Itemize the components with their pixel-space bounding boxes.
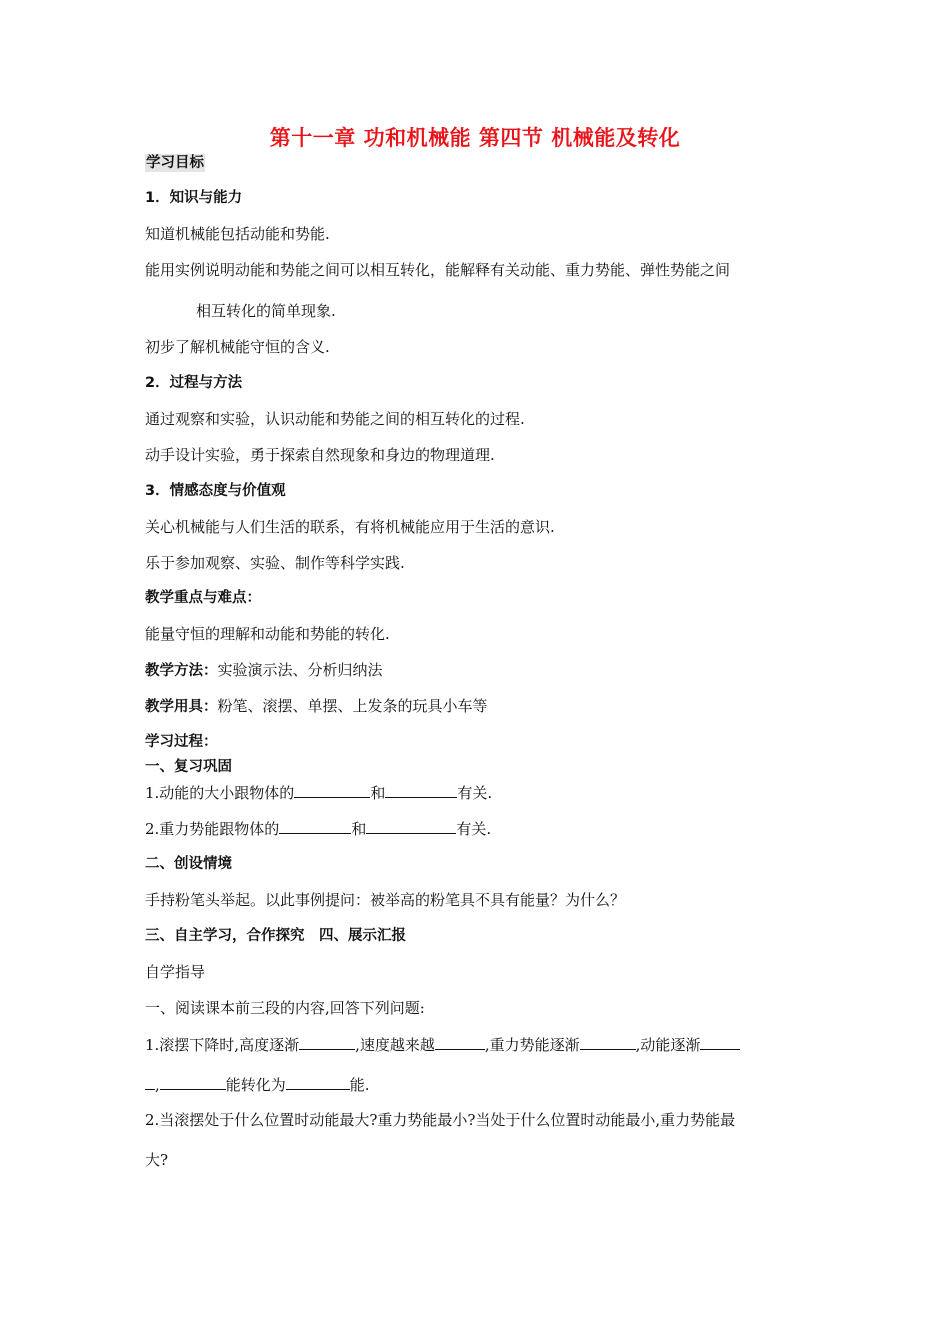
paragraph: 手持粉笔头举起。以此事例提问：被举高的粉笔具不具有能量？为什么？ [145, 891, 626, 909]
question-3-continued [145, 1075, 370, 1094]
fill-blank [294, 783, 370, 798]
fill-blank [580, 1035, 636, 1050]
explore-heading: 三、自主学习，合作探究 四、展示汇报 [145, 928, 406, 944]
question-4: 2.当滚摆处于什么位置时动能最大?重力势能最小?当处于什么位置时动能最小,重力势能最 [145, 1111, 736, 1129]
question-1 [145, 783, 492, 802]
q1-text-b: 和 [370, 784, 386, 802]
key-points-heading: 教学重点与难点： [145, 590, 261, 606]
section-2-heading: 2．过程与方法 [145, 375, 243, 391]
paragraph: 能用实例说明动能和势能之间可以相互转化，能解释有关动能、重力势能、弹性势能之间 [145, 261, 731, 279]
q3-text-c: ,重力势能逐渐 [484, 1036, 580, 1054]
paragraph-continuation: 相互转化的简单现象. [196, 302, 336, 320]
method-label: 教学方法： [145, 663, 218, 679]
question-4-continued: 大? [145, 1151, 169, 1169]
teaching-method [145, 661, 383, 680]
question-2 [145, 819, 491, 838]
goals-heading-text: 学习目标 [146, 155, 204, 171]
question-3 [145, 1035, 740, 1054]
paragraph: 初步了解机械能守恒的含义. [145, 338, 330, 356]
q3-text-f: 能转化为 [225, 1076, 286, 1094]
fill-blank [366, 819, 456, 834]
q3-text-e: , [155, 1076, 160, 1094]
q2-text-c: 有关. [456, 820, 492, 838]
method-text: 实验演示法、分析归纳法 [217, 661, 383, 679]
fill-blank [145, 1075, 155, 1090]
q3-text-g: 能. [349, 1076, 370, 1094]
fill-blank [435, 1035, 485, 1050]
q3-text-d: ,动能逐渐 [635, 1036, 701, 1054]
paragraph: 乐于参加观察、实验、制作等科学实践. [145, 554, 405, 572]
fill-blank [279, 819, 351, 834]
paragraph: 关心机械能与人们生活的联系，有将机械能应用于生活的意识. [145, 518, 555, 536]
paragraph: 动手设计实验，勇于探索自然现象和身边的物理道理. [145, 446, 495, 464]
process-heading: 学习过程： [145, 734, 218, 750]
goals-heading [145, 154, 205, 172]
tools-text: 粉笔、滚摆、单摆、上发条的玩具小车等 [217, 697, 488, 715]
document-title: 第十一章 功和机械能 第四节 机械能及转化 [269, 126, 681, 150]
teaching-tools [145, 697, 488, 716]
fill-blank [299, 1035, 355, 1050]
paragraph: 知道机械能包括动能和势能. [145, 225, 330, 243]
q2-text-b: 和 [351, 820, 367, 838]
q3-text-a: 1.滚摆下降时,高度逐渐 [145, 1036, 300, 1054]
section-3-heading: 3．情感态度与价值观 [145, 483, 286, 499]
scenario-heading: 二、创设情境 [145, 856, 232, 872]
q2-text-a: 2.重力势能跟物体的 [145, 820, 280, 838]
section-1-heading: 1．知识与能力 [145, 190, 243, 206]
paragraph: 一、阅读课本前三段的内容,回答下列问题: [145, 999, 425, 1017]
paragraph: 通过观察和实验，认识动能和势能之间的相互转化的过程. [145, 410, 525, 428]
q1-text-c: 有关. [457, 784, 493, 802]
q3-text-b: ,速度越来越 [355, 1036, 435, 1054]
fill-blank [286, 1075, 350, 1090]
fill-blank [700, 1035, 740, 1050]
fill-blank [160, 1075, 226, 1090]
guide-label: 自学指导 [145, 963, 206, 981]
tools-label: 教学用具： [145, 699, 218, 715]
paragraph: 能量守恒的理解和动能和势能的转化. [145, 625, 390, 643]
q1-text-a: 1.动能的大小跟物体的 [145, 784, 295, 802]
review-heading: 一、复习巩固 [145, 759, 232, 775]
fill-blank [385, 783, 457, 798]
